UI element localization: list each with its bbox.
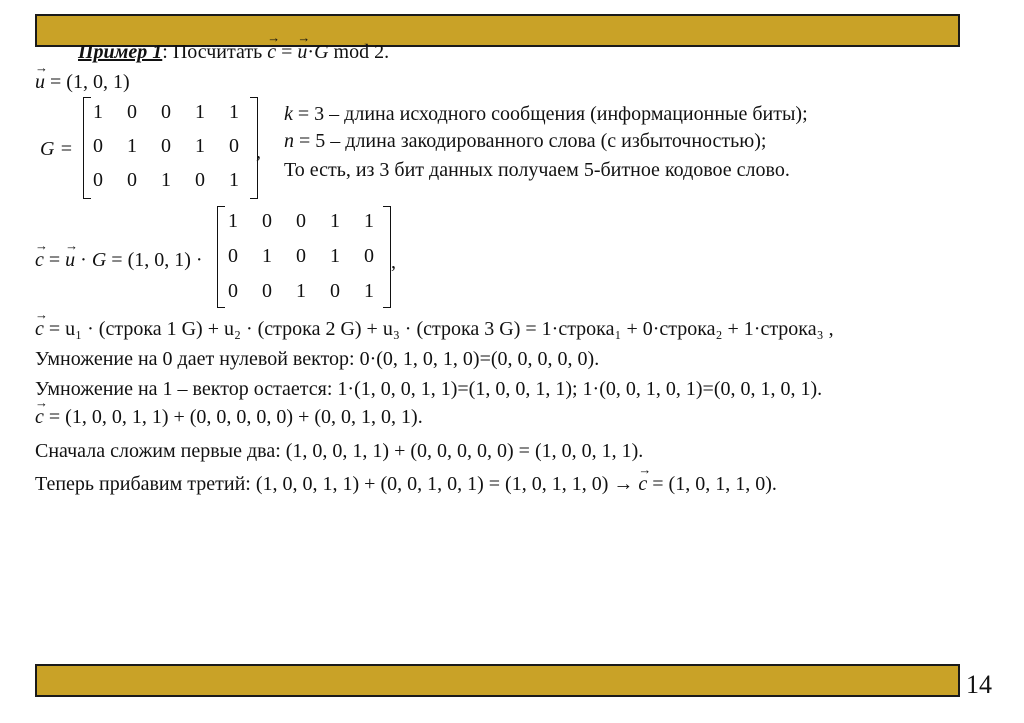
row-sum-text: = u₁ · (строка 1 G) + u₂ · (строка 2 G) + u₃ · (строка 3 G) = 1·строка₁ + 0·строка₂ + 1·строка₃ ,: [48, 318, 834, 340]
note-var: n: [284, 130, 294, 152]
matrix-cell: 0: [296, 210, 306, 232]
matrix-cell: 0: [93, 135, 103, 157]
matrix-cell: 0: [262, 210, 272, 232]
note-text: То есть, из 3 бит данных получаем 5-битное кодовое слово.: [284, 159, 790, 181]
matrix-cell: 0: [127, 101, 137, 123]
G-eq-label: G =: [40, 138, 73, 160]
matrix-cell: 1: [195, 101, 205, 123]
product-line: [35, 248, 203, 272]
matrix-cell: 0: [127, 169, 137, 191]
text-line-3: [35, 405, 423, 429]
mod-text: mod 2.: [328, 41, 390, 63]
text-line-1: Умножение на 0 дает нулевой вектор: 0·(0, 1, 0, 1, 0)=(0, 0, 0, 0, 0).: [35, 348, 600, 370]
matrix-G-symbol: G: [91, 249, 107, 271]
matrix-cell: 1: [364, 280, 374, 302]
matrix-cell: 1: [127, 135, 137, 157]
text-line-5: [35, 472, 777, 496]
matrix-cell: 0: [161, 101, 171, 123]
vec-u: → u: [297, 40, 307, 64]
vec-u: → u: [65, 248, 75, 272]
text-line-4: Сначала сложим первые два: (1, 0, 0, 1, 1) + (0, 0, 0, 0, 0) = (1, 0, 0, 1, 1).: [35, 440, 644, 462]
G-label: [40, 137, 73, 161]
dot-sign: ·: [307, 41, 315, 63]
matrix-cell: 1: [228, 210, 238, 232]
matrix-cell: 1: [229, 101, 239, 123]
note-text: = 3 – длина исходного сообщения (информационные биты);: [292, 103, 808, 125]
matrix-cell: 1: [262, 245, 272, 267]
matrix-cell: 0: [262, 280, 272, 302]
bottom-decorative-bar: [35, 664, 960, 697]
matrix-cell: 0: [161, 135, 171, 157]
u-definition: [35, 70, 130, 94]
matrix-cell: 1: [195, 135, 205, 157]
title-text: : Посчитать: [162, 41, 268, 63]
note-text: = 5 – длина закодированного слова (с избыточностью);: [294, 130, 767, 152]
example-title: [78, 40, 389, 64]
matrix-cell: 0: [296, 245, 306, 267]
note-k: [284, 102, 808, 126]
matrix-cell: 1: [161, 169, 171, 191]
matrix-G-symbol: G: [314, 41, 329, 63]
vec-c: → c: [35, 317, 44, 341]
vec-u: → u: [35, 70, 45, 94]
page-number: 14: [966, 670, 992, 699]
final-result: = (1, 0, 1, 1, 0).: [652, 473, 777, 495]
matrix-cell: 0: [93, 169, 103, 191]
matrix-cell: 1: [93, 101, 103, 123]
vec-c: → c: [35, 248, 44, 272]
G-comma: ,: [256, 141, 261, 163]
row-sum-line: [35, 317, 834, 341]
dot-sign: ·: [75, 249, 92, 271]
example-label: Пример 1: [78, 41, 163, 63]
note-var: k: [284, 103, 293, 125]
G2-right-bracket: [383, 206, 391, 308]
matrix-cell: 1: [364, 210, 374, 232]
matrix-cell: 1: [296, 280, 306, 302]
eq-sign: =: [43, 249, 66, 271]
u-value: = (1, 0, 1): [45, 71, 130, 93]
matrix-cell: 0: [330, 280, 340, 302]
matrix-cell: 1: [229, 169, 239, 191]
matrix-cell: 0: [229, 135, 239, 157]
vec-c: → c: [638, 472, 647, 496]
product-comma: ,: [391, 251, 396, 273]
G-left-bracket: [83, 97, 91, 199]
note-summary: [284, 158, 790, 182]
matrix-cell: 1: [330, 245, 340, 267]
note-n: [284, 129, 766, 153]
matrix-cell: 0: [228, 280, 238, 302]
product-rest: = (1, 0, 1) ·: [106, 249, 203, 271]
matrix-cell: 0: [228, 245, 238, 267]
final-text: Теперь прибавим третий: (1, 0, 0, 1, 1) + (0, 0, 1, 0, 1) = (1, 0, 1, 1, 0) →: [35, 473, 634, 495]
G2-left-bracket: [217, 206, 225, 308]
text-line-2: Умножение на 1 – вектор остается: 1·(1, 0, 0, 1, 1)=(1, 0, 0, 1, 1); 1·(0, 0, 1, 0, 1)=(0, 0, 1, 0, 1).: [35, 378, 823, 400]
vec-c: → c: [35, 405, 44, 429]
matrix-cell: 1: [330, 210, 340, 232]
matrix-cell: 0: [195, 169, 205, 191]
matrix-cell: 0: [364, 245, 374, 267]
eq-sign: =: [276, 41, 298, 63]
vec-c: → c: [267, 40, 276, 64]
sum-text: = (1, 0, 0, 1, 1) + (0, 0, 0, 0, 0) + (0, 0, 1, 0, 1).: [48, 406, 423, 428]
